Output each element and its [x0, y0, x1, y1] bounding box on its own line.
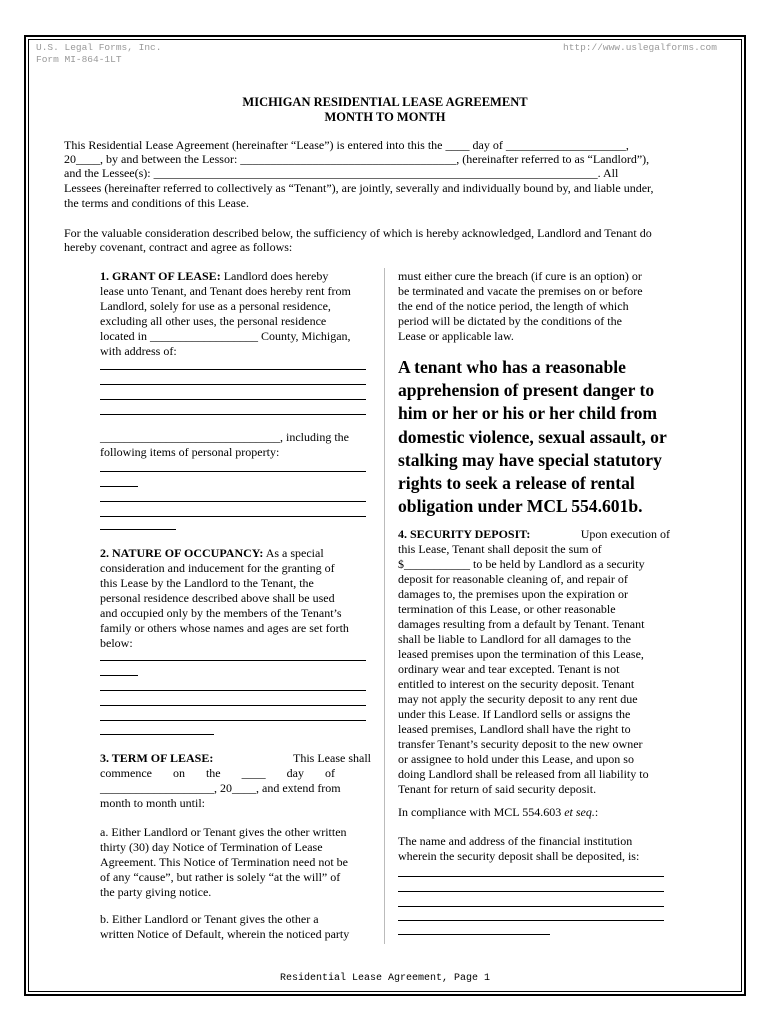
intro-line-3: and the Lessee(s): __________________________________________________________________________. All	[64, 166, 619, 180]
occupant-blank-line[interactable]	[100, 734, 214, 735]
notice-line: apprehension of present danger to	[398, 380, 655, 401]
security-text-start: Upon execution of	[580, 527, 670, 541]
institution-blank-line[interactable]	[398, 876, 664, 877]
including-line: ______________________________, including the	[100, 430, 349, 444]
term-line: month to month until:	[100, 796, 206, 810]
compliance-line	[398, 805, 670, 820]
occupant-blank-line[interactable]	[100, 675, 138, 676]
occupancy-line: and occupied only by the members of the Tenant’s	[100, 606, 342, 620]
grant-line: located in __________________ County, Michigan,	[100, 329, 351, 343]
occupancy-heading: 2. NATURE OF OCCUPANCY:	[100, 546, 264, 560]
grant-line: Landlord, solely for use as a personal residence,	[100, 299, 331, 313]
address-blank-line[interactable]	[100, 414, 366, 415]
occupant-blank-line[interactable]	[100, 705, 366, 706]
address-blank-line[interactable]	[100, 384, 366, 385]
intro-line-1: This Residential Lease Agreement (hereinafter “Lease”) is entered into this the ____ day of ____________________,	[64, 138, 629, 152]
domestic-violence-notice	[398, 356, 670, 518]
term-heading: 3. TERM OF LEASE:	[100, 751, 214, 765]
security-line: ordinary wear and tear excepted. Tenant is not	[398, 662, 620, 676]
security-deposit-section	[398, 527, 670, 797]
occupancy-line: family or others whose names and ages are set forth	[100, 621, 349, 635]
security-line: or assignee to hold under this Lease, and upon so	[398, 752, 634, 766]
compliance-suffix: :	[594, 805, 599, 819]
security-line: damages to, the premises upon the expiration or	[398, 587, 628, 601]
notice-line: A tenant who has a reasonable	[398, 357, 626, 377]
security-line: this Lease, Tenant shall deposit the sum of	[398, 542, 602, 556]
document-subtitle: MONTH TO MONTH	[324, 110, 446, 124]
consideration-line-2: hereby covenant, contract and agree as follows:	[64, 240, 293, 254]
breach-line: the end of the notice period, the length of which	[398, 299, 629, 313]
term-line: commence on the ____ day of	[100, 766, 335, 780]
intro-line-4: Lessees (hereinafter referred to collectively as “Tenant”), are jointly, severally and individually bound by, and liable under,	[64, 181, 654, 195]
intro-line-2: 20____, by and between the Lessor: ____________________________________, (hereinafter referred to as “Landlord”),	[64, 152, 650, 166]
breach-line: must either cure the breach (if cure is an option) or	[398, 269, 642, 283]
notice-line: domestic violence, sexual assault, or	[398, 426, 667, 447]
address-blank-line[interactable]	[100, 369, 366, 370]
term-option-a	[100, 825, 371, 900]
header-left	[36, 42, 161, 66]
institution-blank-line[interactable]	[398, 920, 664, 921]
occupancy-line: below:	[100, 636, 133, 650]
grant-heading: 1. GRANT OF LEASE:	[100, 269, 221, 283]
grant-line: lease unto Tenant, and Tenant does hereby rent from	[100, 284, 351, 298]
security-line: $___________ to be held by Landlord as a security	[398, 557, 645, 571]
security-line: leased premises upon the termination of this Lease,	[398, 647, 644, 661]
security-line: doing Landlord shall be released from all liability to	[398, 767, 649, 781]
occupant-blank-line[interactable]	[100, 660, 366, 661]
term-a-line: thirty (30) day Notice of Termination of Lease	[100, 840, 323, 854]
security-line: entitled to interest on the security deposit. Tenant	[398, 677, 635, 691]
occupant-blank-line[interactable]	[100, 720, 366, 721]
grant-text-start: Landlord does hereby	[223, 269, 329, 283]
column-divider	[384, 268, 385, 944]
property-blank-line[interactable]	[100, 471, 366, 472]
address-blank-line[interactable]	[100, 399, 366, 400]
intro-line-5: the terms and conditions of this Lease.	[64, 196, 249, 210]
institution-line: The name and address of the financial institution	[398, 834, 633, 848]
security-line: transfer Tenant’s security deposit to the new owner	[398, 737, 643, 751]
property-blank-line[interactable]	[100, 501, 366, 502]
institution-line: wherein the security deposit shall be deposited, is:	[398, 849, 640, 863]
property-blank-line[interactable]	[100, 516, 366, 517]
consideration-line-1: For the valuable consideration described below, the sufficiency of which is hereby acknowledged, Landlord and Tenant do	[64, 226, 652, 240]
grant-of-lease-section	[100, 269, 371, 359]
breach-continuation	[398, 269, 670, 344]
compliance-et-seq: et seq.	[564, 805, 595, 819]
term-a-line: of any “cause”, but rather is solely “at the will” of	[100, 870, 341, 884]
term-a-line: Agreement. This Notice of Termination need not be	[100, 855, 348, 869]
financial-institution-label	[398, 834, 670, 864]
document-title: MICHIGAN RESIDENTIAL LEASE AGREEMENT	[242, 95, 528, 109]
term-text-start: This Lease shall	[293, 751, 371, 765]
occupancy-line: personal residence described above shall be used	[100, 591, 335, 605]
header-url[interactable]: http://www.uslegalforms.com	[563, 42, 717, 53]
breach-line: be terminated and vacate the premises on or before	[398, 284, 643, 298]
occupancy-line: consideration and inducement for the granting of	[100, 561, 335, 575]
property-blank-line[interactable]	[100, 486, 138, 487]
security-line: deposit for reasonable cleaning of, and repair of	[398, 572, 628, 586]
notice-line: obligation under MCL 554.601b.	[398, 496, 643, 517]
term-a-line: a. Either Landlord or Tenant gives the other written	[100, 825, 347, 839]
term-b-line: written Notice of Default, wherein the noticed party	[100, 927, 350, 941]
compliance-prefix: In compliance with MCL 554.603	[398, 805, 565, 819]
institution-blank-line[interactable]	[398, 891, 664, 892]
security-line: termination of this Lease, or other reasonable	[398, 602, 616, 616]
security-line: damages resulting from a default by Tenant. Tenant	[398, 617, 645, 631]
notice-line: him or her or his or her child from	[398, 403, 658, 424]
breach-line: Lease or applicable law.	[398, 329, 514, 343]
page-footer: Residential Lease Agreement, Page 1	[279, 973, 491, 984]
term-of-lease-section	[100, 751, 371, 811]
security-line: leased premises, Landlord shall have the right to	[398, 722, 631, 736]
nature-of-occupancy-section	[100, 546, 371, 651]
term-option-b	[100, 912, 371, 942]
institution-blank-line[interactable]	[398, 906, 664, 907]
security-line: under this Lease. If Landlord sells or assigns the	[398, 707, 631, 721]
breach-line: period will be dictated by the conditions of the	[398, 314, 622, 328]
term-line: ___________________, 20____, and extend from	[100, 781, 341, 795]
notice-line: rights to seek a release of rental	[398, 473, 635, 494]
form-number: Form MI-864-1LT	[36, 54, 122, 65]
personal-property-label: following items of personal property:	[100, 445, 280, 459]
notice-line: stalking may have special statutory	[398, 449, 662, 470]
security-heading: 4. SECURITY DEPOSIT:	[398, 527, 531, 541]
property-blank-line[interactable]	[100, 529, 176, 530]
term-b-line: b. Either Landlord or Tenant gives the other a	[100, 912, 319, 926]
security-line: Tenant for return of said security deposit.	[398, 782, 597, 796]
grant-line: excluding all other uses, the personal residence	[100, 314, 327, 328]
company-name: U.S. Legal Forms, Inc.	[36, 42, 162, 53]
occupant-blank-line[interactable]	[100, 690, 366, 691]
institution-blank-line[interactable]	[398, 934, 550, 935]
security-line: may not apply the security deposit to any rent due	[398, 692, 638, 706]
grant-line: with address of:	[100, 344, 177, 358]
security-line: shall be liable to Landlord for all damages to the	[398, 632, 631, 646]
occupancy-text-start: As a special	[265, 546, 324, 560]
occupancy-line: this Lease by the Landlord to the Tenant, the	[100, 576, 314, 590]
term-a-line: the party giving notice.	[100, 885, 212, 899]
